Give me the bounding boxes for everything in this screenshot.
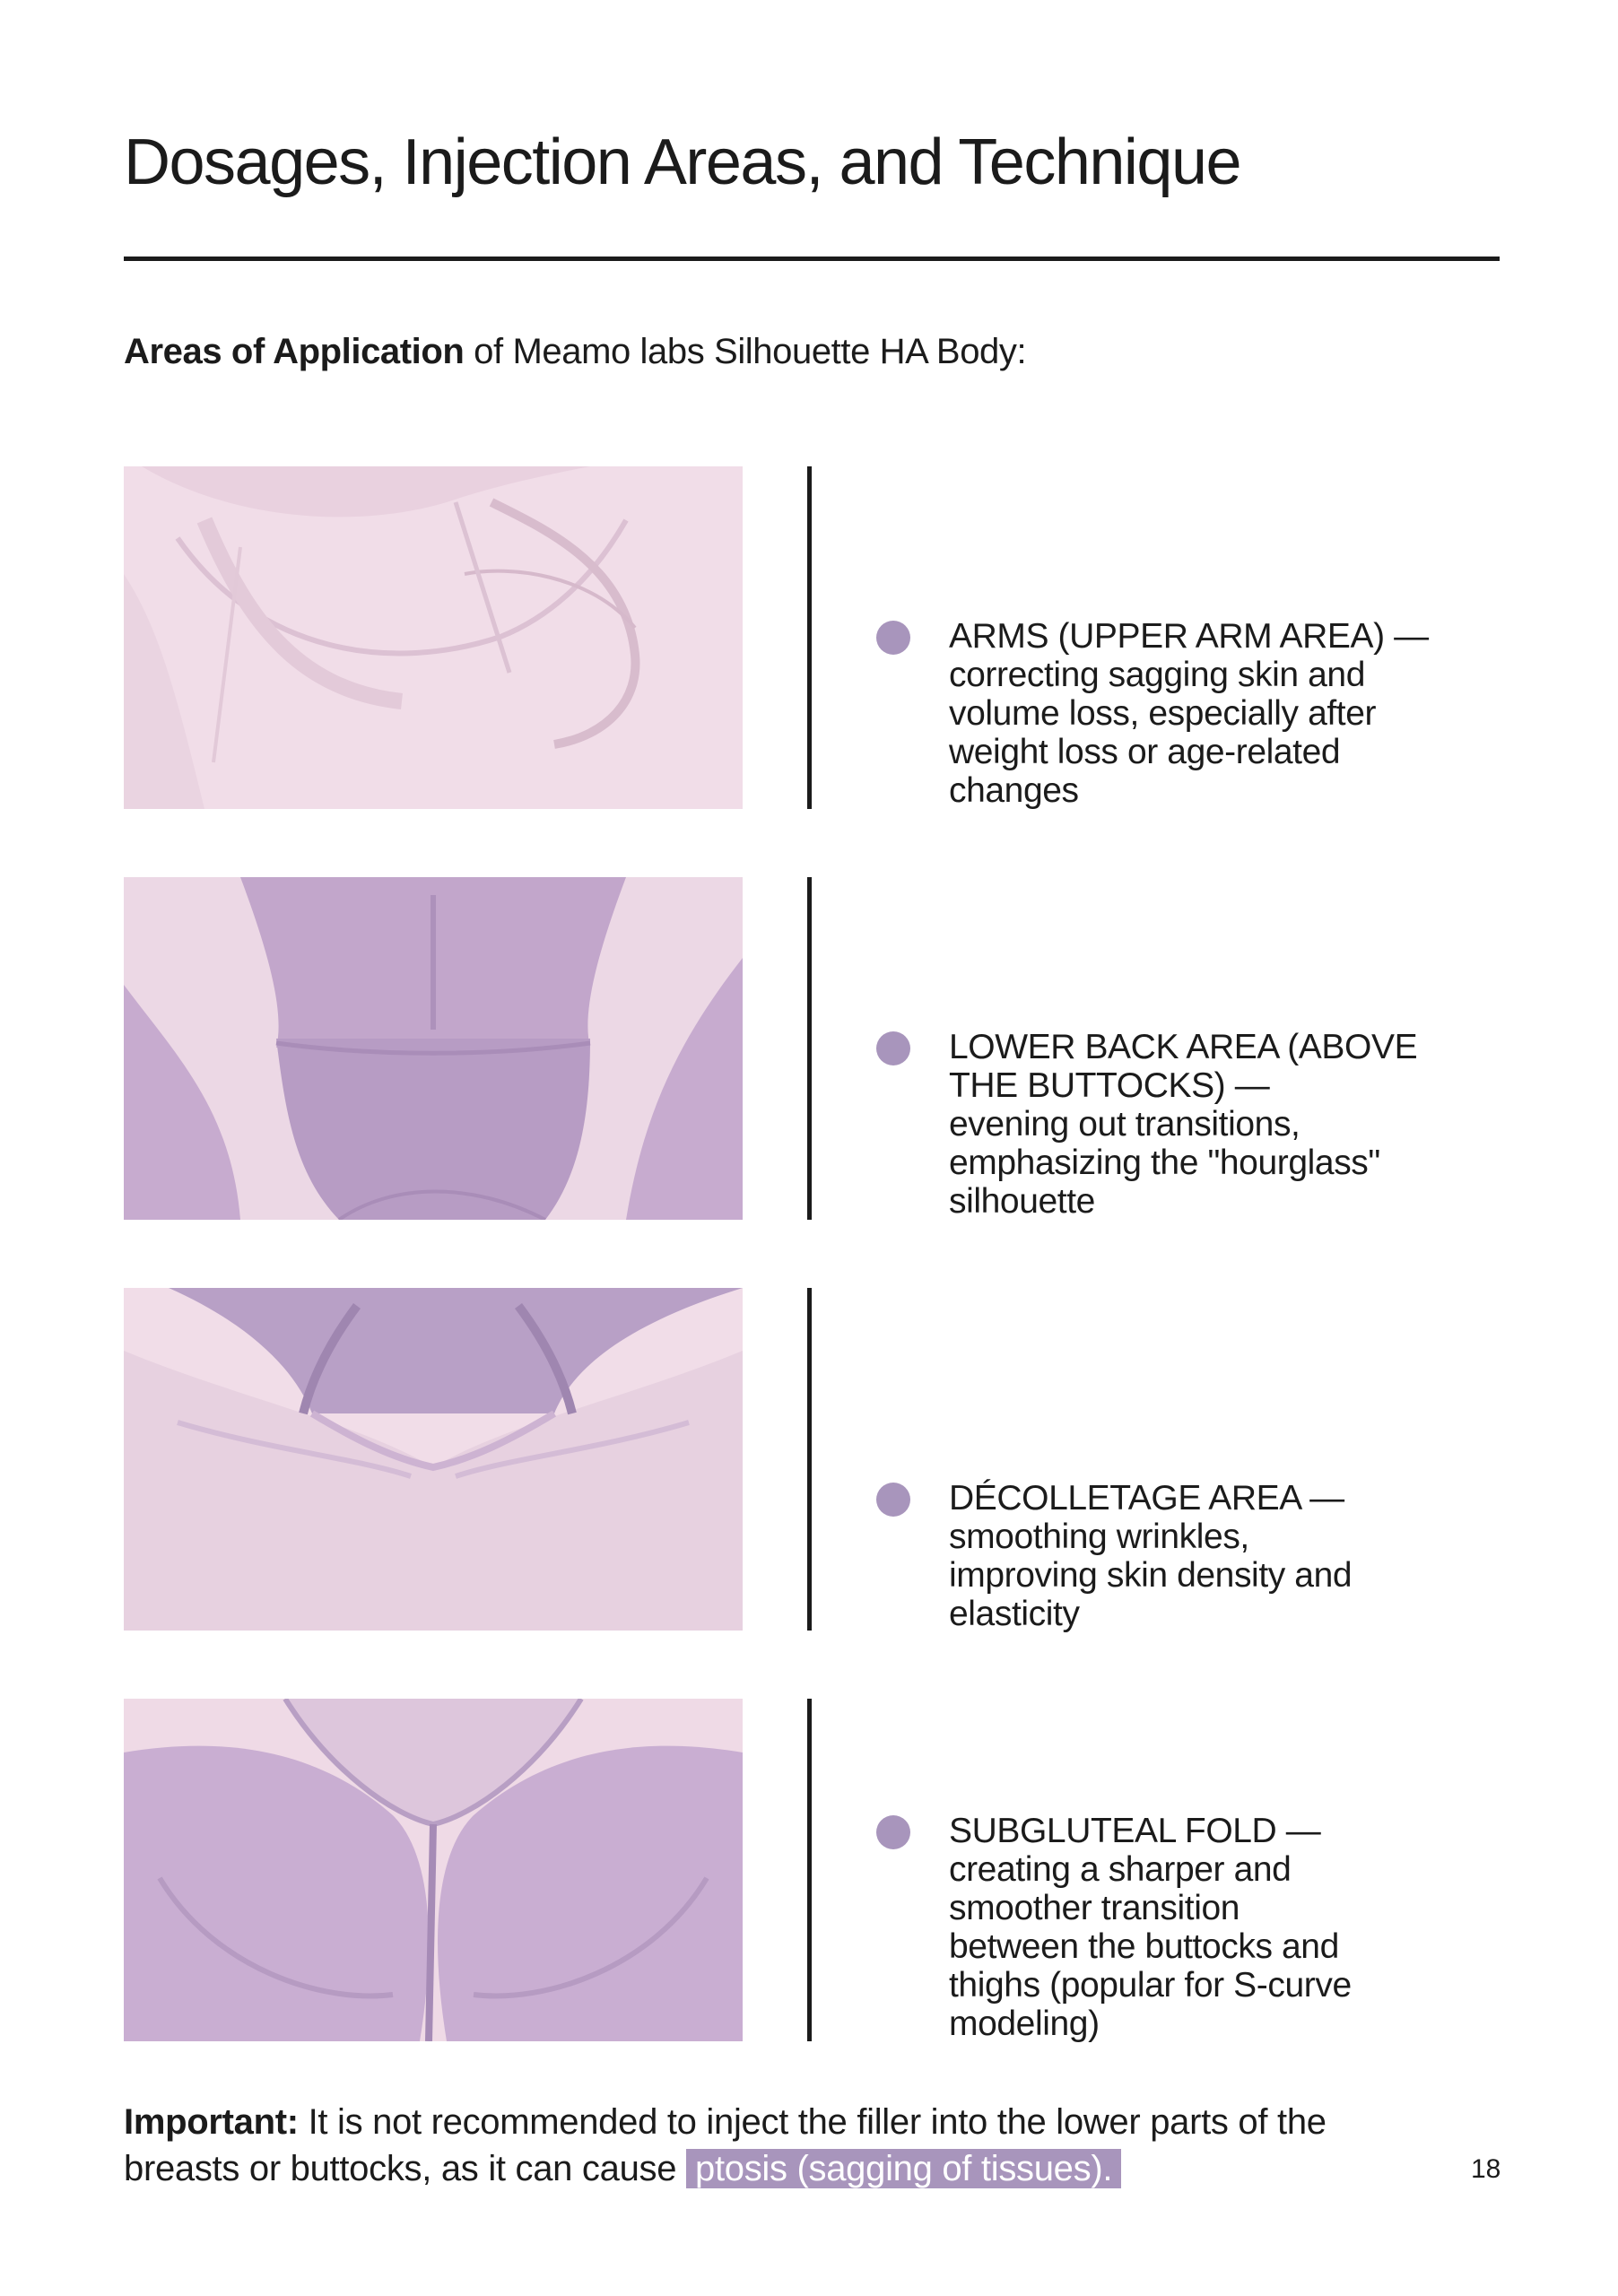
intro-bold: Areas of Application	[124, 332, 465, 371]
woman-lower-back-photo	[124, 877, 743, 1220]
bullet-icon	[876, 621, 910, 655]
note-highlight: ptosis (sagging of tissues).	[686, 2149, 1121, 2188]
area-body: smoothing wrinkles, improving skin density and elasticity	[949, 1518, 1353, 1633]
row-divider	[807, 1699, 812, 2041]
row-divider	[807, 877, 812, 1220]
intro-line	[124, 332, 1026, 372]
area-row-subgluteal	[0, 1699, 1618, 2041]
area-description	[949, 1028, 1541, 1221]
area-body: creating a sharper and smoother transition between the buttocks and thighs (popular for S-curve modeling)	[949, 1850, 1352, 2043]
row-divider	[807, 1288, 812, 1631]
important-note	[124, 2099, 1397, 2192]
bullet-icon	[876, 1815, 910, 1849]
note-text: It is not recommended to inject the filler into the lower parts of the breasts or buttocks, as it can cause	[124, 2102, 1327, 2188]
area-heading: DÉCOLLETAGE AREA —	[949, 1479, 1344, 1518]
area-body: correcting sagging skin and volume loss, especially after weight loss or age-related changes	[949, 656, 1377, 810]
area-heading: SUBGLUTEAL FOLD —	[949, 1812, 1321, 1850]
note-label: Important:	[124, 2102, 299, 2142]
page-number: 18	[1471, 2154, 1501, 2184]
row-divider	[807, 466, 812, 809]
area-row-arms	[0, 466, 1618, 809]
woman-decolletage-photo	[124, 1288, 743, 1631]
area-row-lower-back	[0, 877, 1618, 1220]
area-description	[949, 1479, 1541, 1633]
bullet-icon	[876, 1483, 910, 1517]
bullet-icon	[876, 1031, 910, 1065]
area-description	[949, 1812, 1541, 2043]
intro-rest: of Meamo labs Silhouette HA Body:	[464, 332, 1027, 371]
area-heading: LOWER BACK AREA (ABOVE THE BUTTOCKS) —	[949, 1028, 1418, 1105]
area-row-decolletage	[0, 1288, 1618, 1631]
area-body: evening out transitions, emphasizing the "hourglass" silhouette	[949, 1105, 1380, 1221]
area-description	[949, 617, 1541, 810]
woman-shoulder-arm-photo	[124, 466, 743, 809]
area-heading: ARMS (UPPER ARM AREA) —	[949, 617, 1429, 656]
title-divider	[124, 257, 1500, 261]
page-title: Dosages, Injection Areas, and Technique	[124, 126, 1241, 198]
buttocks-subgluteal-photo	[124, 1699, 743, 2041]
